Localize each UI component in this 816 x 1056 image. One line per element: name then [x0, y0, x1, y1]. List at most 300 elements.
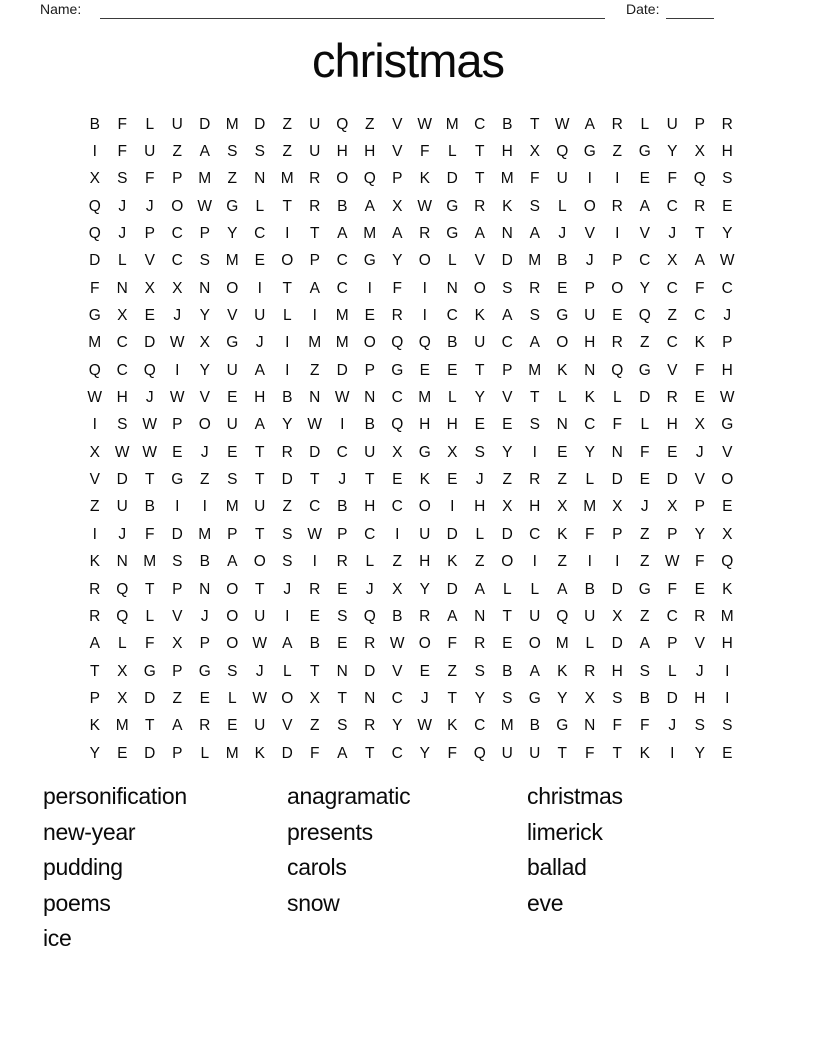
grid-letter: O	[281, 252, 294, 270]
grid-letter: Q	[391, 334, 404, 352]
grid-letter: W	[719, 389, 735, 407]
grid-letter: W	[169, 334, 185, 352]
grid-letter: E	[227, 389, 238, 407]
grid-letter: Y	[392, 717, 403, 735]
grid-letter: E	[364, 307, 375, 325]
grid-letter: M	[363, 225, 377, 243]
grid-letter: P	[144, 225, 155, 243]
grid-letter: V	[392, 115, 403, 133]
grid-letter: R	[364, 635, 376, 653]
grid-letter: O	[253, 553, 266, 571]
grid-letter: R	[611, 197, 623, 215]
grid-letter: F	[640, 443, 650, 461]
grid-letter: F	[612, 416, 622, 434]
grid-letter: R	[309, 580, 321, 598]
grid-letter: F	[695, 553, 705, 571]
grid-letter: T	[310, 471, 320, 489]
grid-letter: E	[144, 307, 155, 325]
word-list-item: ballad	[527, 854, 587, 881]
grid-letter: S	[337, 717, 348, 735]
grid-letter: Y	[419, 744, 430, 762]
grid-letter: L	[502, 580, 512, 598]
grid-letter: R	[474, 635, 486, 653]
grid-letter: X	[392, 197, 403, 215]
grid-letter: M	[528, 252, 542, 270]
grid-letter: Z	[282, 143, 292, 161]
grid-letter: D	[171, 525, 183, 543]
grid-letter: S	[529, 307, 540, 325]
grid-letter: Y	[557, 689, 568, 707]
grid-letter: H	[584, 334, 596, 352]
grid-letter: M	[225, 498, 239, 516]
grid-letter: N	[364, 389, 376, 407]
grid-letter: W	[389, 635, 405, 653]
grid-letter: M	[225, 252, 239, 270]
grid-letter: E	[447, 361, 458, 379]
grid-letter: A	[282, 635, 293, 653]
grid-letter: H	[419, 416, 431, 434]
grid-letter: X	[694, 143, 705, 161]
grid-letter: D	[501, 252, 513, 270]
grid-letter: K	[584, 389, 595, 407]
grid-letter: E	[722, 498, 733, 516]
grid-letter: L	[557, 389, 567, 407]
grid-letter: L	[145, 115, 155, 133]
grid-letter: J	[173, 307, 182, 325]
grid-letter: B	[639, 689, 650, 707]
grid-letter: X	[117, 662, 128, 680]
grid-letter: Z	[172, 143, 182, 161]
grid-letter: R	[89, 580, 101, 598]
grid-letter: P	[722, 334, 733, 352]
grid-letter: O	[281, 689, 294, 707]
grid-letter: O	[473, 279, 486, 297]
grid-letter: P	[584, 279, 595, 297]
grid-letter: E	[227, 717, 238, 735]
grid-letter: R	[419, 607, 431, 625]
grid-letter: D	[199, 115, 211, 133]
grid-letter: U	[116, 498, 128, 516]
grid-letter: Y	[694, 525, 705, 543]
word-list-item: snow	[287, 889, 340, 916]
grid-letter: I	[422, 279, 427, 297]
grid-letter: M	[225, 115, 239, 133]
grid-letter: F	[447, 635, 457, 653]
grid-letter: M	[500, 170, 514, 188]
grid-letter: X	[172, 635, 183, 653]
grid-letter: D	[446, 525, 458, 543]
grid-letter: W	[252, 689, 268, 707]
grid-letter: Y	[282, 416, 293, 434]
grid-letter: Y	[199, 361, 210, 379]
grid-letter: F	[695, 279, 705, 297]
grid-letter: R	[364, 717, 376, 735]
grid-letter: P	[612, 252, 623, 270]
grid-letter: S	[117, 170, 128, 188]
grid-letter: T	[337, 689, 347, 707]
grid-letter: I	[340, 416, 345, 434]
grid-letter: S	[529, 416, 540, 434]
grid-letter: I	[92, 143, 97, 161]
grid-letter: N	[584, 361, 596, 379]
grid-letter: J	[338, 471, 347, 489]
grid-letter: E	[694, 389, 705, 407]
grid-letter: G	[638, 143, 651, 161]
grid-letter: C	[336, 279, 348, 297]
grid-letter: I	[615, 553, 620, 571]
grid-letter: A	[502, 307, 513, 325]
grid-letter: C	[529, 525, 541, 543]
grid-letter: C	[639, 252, 651, 270]
grid-letter: I	[202, 498, 207, 516]
grid-letter: Y	[667, 143, 678, 161]
grid-letter: Z	[172, 689, 182, 707]
grid-letter: E	[557, 279, 568, 297]
word-list-item: eve	[527, 889, 564, 916]
grid-letter: S	[474, 662, 485, 680]
grid-letter: U	[254, 307, 266, 325]
grid-letter: Z	[200, 471, 210, 489]
grid-letter: L	[585, 471, 595, 489]
grid-letter: X	[309, 689, 320, 707]
grid-letter: Z	[365, 115, 375, 133]
grid-letter: F	[640, 717, 650, 735]
grid-letter: P	[694, 498, 705, 516]
grid-letter: C	[501, 334, 513, 352]
grid-letter: J	[255, 662, 264, 680]
grid-letter: T	[530, 389, 540, 407]
grid-letter: P	[172, 662, 183, 680]
grid-letter: M	[445, 115, 459, 133]
word-list-item: presents	[287, 818, 373, 845]
grid-letter: E	[172, 443, 183, 461]
grid-letter: C	[254, 225, 266, 243]
grid-letter: A	[199, 143, 210, 161]
grid-letter: W	[252, 635, 268, 653]
grid-letter: O	[336, 170, 349, 188]
grid-letter: Y	[502, 443, 513, 461]
grid-letter: C	[171, 225, 183, 243]
grid-letter: L	[640, 416, 650, 434]
grid-letter: O	[226, 279, 239, 297]
grid-letter: S	[502, 279, 513, 297]
grid-letter: M	[555, 635, 569, 653]
grid-letter: E	[337, 635, 348, 653]
grid-letter: U	[529, 744, 541, 762]
grid-letter: N	[556, 416, 568, 434]
grid-letter: Y	[392, 252, 403, 270]
grid-letter: K	[722, 580, 733, 598]
grid-letter: B	[392, 607, 403, 625]
grid-letter: N	[611, 443, 623, 461]
grid-letter: X	[612, 498, 623, 516]
grid-letter: V	[199, 389, 210, 407]
grid-letter: O	[226, 580, 239, 598]
grid-letter: G	[638, 580, 651, 598]
grid-letter: T	[530, 115, 540, 133]
grid-letter: B	[502, 662, 513, 680]
grid-letter: K	[254, 744, 265, 762]
grid-letter: O	[611, 279, 624, 297]
grid-letter: N	[474, 607, 486, 625]
grid-letter: A	[529, 662, 540, 680]
grid-letter: E	[612, 307, 623, 325]
grid-letter: F	[145, 525, 155, 543]
grid-letter: J	[695, 443, 704, 461]
grid-letter: F	[145, 635, 155, 653]
grid-letter: G	[226, 197, 239, 215]
grid-letter: U	[584, 607, 596, 625]
grid-letter: H	[364, 143, 376, 161]
grid-letter: I	[670, 744, 675, 762]
grid-letter: D	[281, 471, 293, 489]
grid-letter: G	[143, 662, 156, 680]
grid-letter: U	[556, 170, 568, 188]
grid-letter: D	[144, 744, 156, 762]
grid-letter: L	[145, 607, 155, 625]
grid-letter: Z	[502, 471, 512, 489]
grid-letter: X	[172, 279, 183, 297]
grid-letter: J	[585, 252, 594, 270]
grid-letter: V	[584, 225, 595, 243]
grid-letter: A	[89, 635, 100, 653]
grid-letter: L	[365, 553, 375, 571]
grid-letter: D	[611, 471, 623, 489]
grid-letter: C	[391, 389, 403, 407]
grid-letter: I	[367, 279, 372, 297]
grid-letter: J	[200, 607, 209, 625]
grid-letter: Z	[640, 553, 650, 571]
grid-letter: M	[583, 498, 597, 516]
grid-letter: U	[666, 115, 678, 133]
grid-letter: K	[557, 361, 568, 379]
grid-letter: H	[721, 635, 733, 653]
grid-letter: K	[447, 717, 458, 735]
grid-letter: T	[502, 607, 512, 625]
grid-letter: A	[227, 553, 238, 571]
grid-letter: X	[447, 443, 458, 461]
grid-letter: E	[392, 471, 403, 489]
grid-letter: U	[226, 416, 238, 434]
grid-letter: O	[226, 635, 239, 653]
grid-letter: Q	[638, 307, 651, 325]
grid-letter: K	[502, 197, 513, 215]
grid-letter: R	[391, 307, 403, 325]
grid-letter: S	[227, 662, 238, 680]
grid-letter: W	[87, 389, 103, 407]
grid-letter: J	[365, 580, 374, 598]
word-list-item: limerick	[527, 818, 603, 845]
grid-letter: A	[639, 197, 650, 215]
grid-letter: E	[117, 744, 128, 762]
grid-letter: D	[446, 580, 458, 598]
grid-letter: C	[694, 307, 706, 325]
grid-letter: L	[530, 580, 540, 598]
grid-letter: T	[145, 471, 155, 489]
grid-letter: X	[694, 416, 705, 434]
grid-letter: P	[392, 170, 403, 188]
grid-letter: Q	[336, 115, 349, 133]
grid-letter: Y	[474, 389, 485, 407]
grid-letter: A	[639, 635, 650, 653]
grid-letter: R	[529, 279, 541, 297]
grid-letter: V	[144, 252, 155, 270]
grid-letter: D	[336, 361, 348, 379]
grid-letter: K	[557, 662, 568, 680]
grid-letter: G	[446, 225, 459, 243]
grid-letter: N	[336, 662, 348, 680]
grid-letter: R	[694, 607, 706, 625]
grid-letter: X	[667, 252, 678, 270]
grid-letter: J	[283, 580, 292, 598]
grid-letter: L	[447, 143, 457, 161]
grid-letter: T	[310, 225, 320, 243]
grid-letter: Q	[418, 334, 431, 352]
grid-letter: S	[254, 143, 265, 161]
grid-letter: O	[418, 635, 431, 653]
grid-letter: V	[227, 307, 238, 325]
grid-letter: G	[721, 416, 734, 434]
grid-letter: V	[392, 143, 403, 161]
grid-letter: H	[666, 416, 678, 434]
grid-letter: C	[171, 252, 183, 270]
grid-letter: Z	[310, 361, 320, 379]
grid-letter: L	[282, 307, 292, 325]
grid-letter: T	[365, 744, 375, 762]
grid-letter: O	[418, 252, 431, 270]
grid-letter: R	[474, 197, 486, 215]
grid-letter: Q	[363, 170, 376, 188]
grid-letter: C	[446, 307, 458, 325]
grid-letter: U	[254, 717, 266, 735]
word-column	[287, 779, 410, 921]
grid-letter: T	[282, 279, 292, 297]
grid-letter: G	[226, 334, 239, 352]
grid-letter: P	[502, 361, 513, 379]
grid-letter: W	[334, 389, 350, 407]
grid-letter: B	[364, 416, 375, 434]
grid-letter: R	[336, 553, 348, 571]
grid-letter: T	[255, 580, 265, 598]
grid-letter: M	[115, 717, 129, 735]
grid-letter: N	[116, 553, 128, 571]
grid-letter: E	[254, 252, 265, 270]
grid-letter: M	[280, 170, 294, 188]
grid-letter: I	[615, 170, 620, 188]
grid-letter: K	[419, 471, 430, 489]
grid-letter: C	[584, 416, 596, 434]
grid-letter: F	[392, 279, 402, 297]
grid-letter: A	[254, 416, 265, 434]
grid-letter: W	[417, 197, 433, 215]
grid-letter: E	[722, 744, 733, 762]
grid-letter: X	[89, 170, 100, 188]
grid-letter: G	[446, 197, 459, 215]
grid-letter: I	[257, 279, 262, 297]
grid-letter: I	[92, 416, 97, 434]
grid-letter: A	[584, 115, 595, 133]
date-blank-line	[666, 2, 714, 19]
grid-letter: X	[117, 307, 128, 325]
grid-letter: Q	[88, 361, 101, 379]
grid-letter: V	[694, 471, 705, 489]
grid-letter: F	[117, 143, 127, 161]
grid-letter: F	[530, 170, 540, 188]
grid-letter: I	[312, 307, 317, 325]
grid-letter: S	[172, 553, 183, 571]
grid-letter: F	[585, 744, 595, 762]
grid-letter: L	[200, 744, 210, 762]
grid-letter: G	[363, 252, 376, 270]
grid-letter: P	[667, 525, 678, 543]
grid-letter: T	[145, 580, 155, 598]
grid-letter: F	[667, 170, 677, 188]
grid-letter: I	[587, 553, 592, 571]
grid-letter: M	[308, 334, 322, 352]
grid-letter: Z	[612, 143, 622, 161]
grid-letter: E	[502, 635, 513, 653]
grid-letter: P	[172, 744, 183, 762]
grid-letter: A	[337, 744, 348, 762]
grid-letter: T	[282, 197, 292, 215]
grid-letter: U	[584, 307, 596, 325]
grid-letter: E	[419, 662, 430, 680]
grid-letter: E	[557, 443, 568, 461]
grid-letter: W	[307, 525, 323, 543]
grid-letter: M	[143, 553, 157, 571]
grid-letter: N	[446, 279, 458, 297]
grid-letter: N	[254, 170, 266, 188]
grid-letter: L	[282, 662, 292, 680]
grid-letter: P	[89, 689, 100, 707]
grid-letter: Y	[89, 744, 100, 762]
grid-letter: M	[720, 607, 734, 625]
grid-letter: P	[199, 225, 210, 243]
grid-letter: U	[529, 607, 541, 625]
grid-letter: R	[89, 607, 101, 625]
grid-letter: P	[199, 635, 210, 653]
grid-letter: P	[667, 635, 678, 653]
grid-letter: X	[557, 498, 568, 516]
grid-letter: I	[285, 334, 290, 352]
grid-letter: D	[666, 689, 678, 707]
grid-letter: G	[638, 361, 651, 379]
grid-letter: D	[501, 525, 513, 543]
grid-letter: X	[722, 525, 733, 543]
grid-letter: I	[285, 607, 290, 625]
grid-letter: I	[92, 525, 97, 543]
grid-letter: J	[668, 717, 677, 735]
grid-letter: V	[474, 252, 485, 270]
grid-letter: R	[529, 471, 541, 489]
grid-letter: C	[364, 525, 376, 543]
grid-letter: J	[723, 307, 732, 325]
grid-letter: W	[114, 443, 130, 461]
grid-letter: S	[694, 717, 705, 735]
grid-letter: B	[584, 580, 595, 598]
grid-letter: J	[558, 225, 567, 243]
grid-letter: I	[532, 443, 537, 461]
name-blank-line	[100, 2, 605, 19]
grid-letter: K	[419, 170, 430, 188]
grid-letter: K	[89, 553, 100, 571]
grid-letter: P	[364, 361, 375, 379]
grid-letter: D	[144, 689, 156, 707]
grid-letter: P	[337, 525, 348, 543]
grid-letter: V	[282, 717, 293, 735]
grid-letter: Q	[556, 143, 569, 161]
grid-letter: P	[227, 525, 238, 543]
